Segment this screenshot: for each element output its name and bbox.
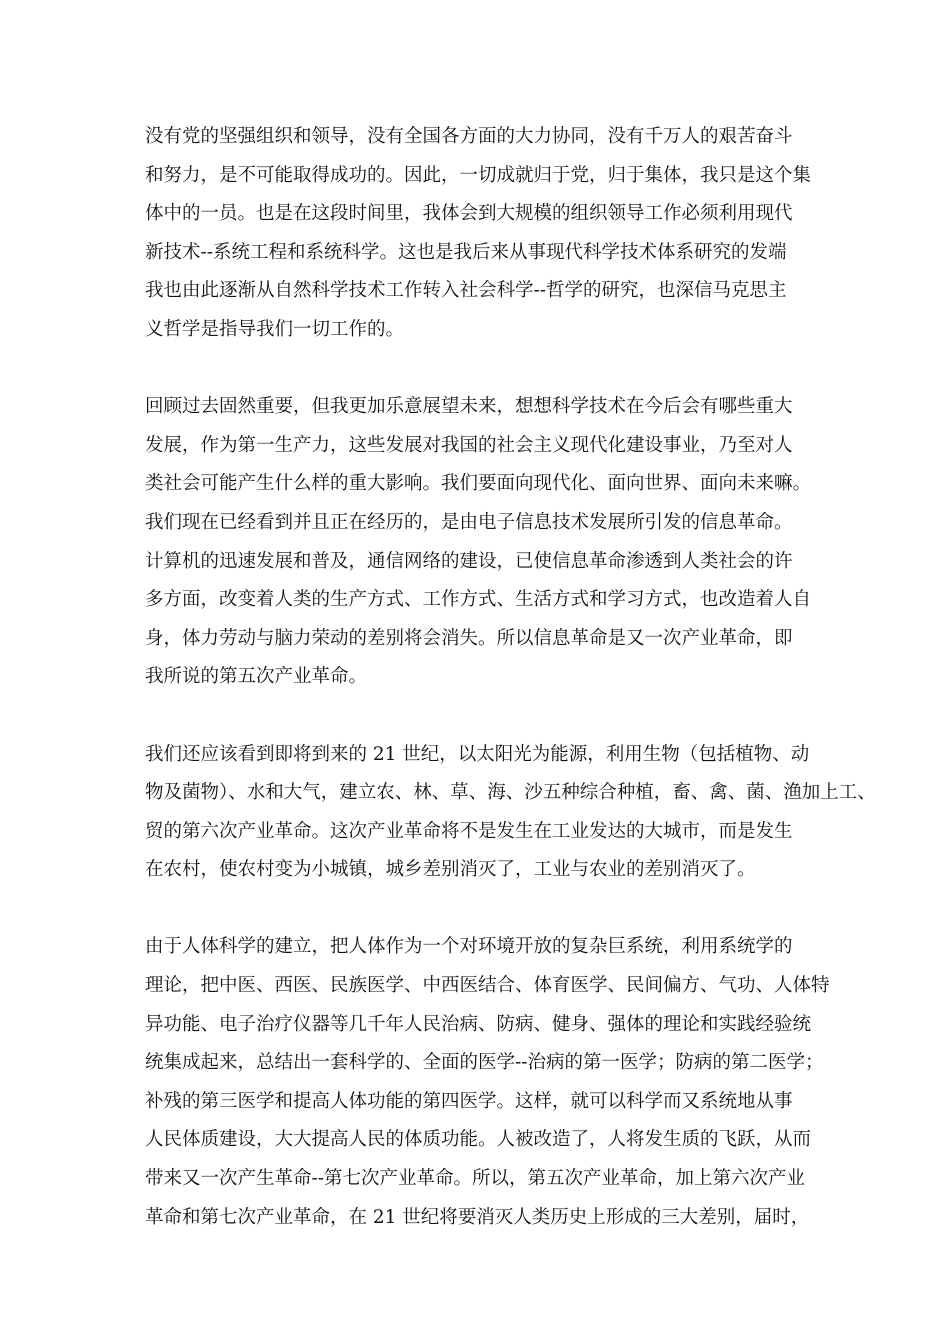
text-line: 我也由此逐渐从自然科学技术工作转入社会科学--哲学的研究，也深信马克思主 xyxy=(145,280,787,302)
paragraph xyxy=(145,388,815,697)
text-line: 和努力，是不可能取得成功的。因此，一切成就归于党，归于集体，我只是这个集 xyxy=(145,164,812,186)
text-line: 异功能、电子治疗仪器等几千年人民治病、防病、健身、强体的理论和实践经验统 xyxy=(145,1013,812,1035)
paragraph xyxy=(145,118,815,350)
text-line: 回顾过去固然重要，但我更加乐意展望未来，想想科学技术在今后会有哪些重大 xyxy=(145,396,793,418)
paragraph xyxy=(145,736,876,890)
text-line: 计算机的迅速发展和普及，通信网络的建设，已使信息革命渗透到人类社会的许 xyxy=(145,550,793,572)
text-line: 统集成起来，总结出一套科学的、全面的医学--治病的第一医学；防病的第二医学； xyxy=(145,1052,824,1074)
text-line: 人民体质建设，大大提高人民的体质功能。人被改造了，人将发生质的飞跃，从而 xyxy=(145,1129,812,1151)
text-line: 理论，把中医、西医、民族医学、中西医结合、体育医学、民间偏方、气功、人体特 xyxy=(145,975,830,997)
text-line: 身，体力劳动与脑力荣动的差别将会消失。所以信息革命是又一次产业革命，即 xyxy=(145,627,793,649)
document-body xyxy=(145,118,876,1276)
text-line: 体中的一员。也是在这段时间里，我体会到大规模的组织领导工作必须利用现代 xyxy=(145,203,793,225)
text-line: 新技术--系统工程和系统科学。这也是我后来从事现代科学技术体系研究的发端 xyxy=(145,241,787,263)
text-line: 由于人体科学的建立，把人体作为一个对环境开放的复杂巨系统，利用系统学的 xyxy=(145,936,793,958)
paragraph xyxy=(145,928,830,1237)
text-line: 我们还应该看到即将到来的 21 世纪，以太阳光为能源，利用生物（包括植物、动 xyxy=(145,743,810,765)
text-line: 义哲学是指导我们一切工作的。 xyxy=(145,318,405,340)
text-line: 在农村，使农村变为小城镇，城乡差别消灭了，工业与农业的差别消灭了。 xyxy=(145,859,756,881)
text-line: 没有党的坚强组织和领导，没有全国各方面的大力协同，没有千万人的艰苦奋斗 xyxy=(145,126,793,147)
text-line: 发展，作为第一生产力，这些发展对我国的社会主义现代化建设事业，乃至对人 xyxy=(145,434,793,456)
text-line: 贸的第六次产业革命。这次产业革命将不是发生在工业发达的大城市，而是发生 xyxy=(145,820,793,842)
text-line: 革命和第七次产业革命，在 21 世纪将要消灭人类历史上形成的三大差别，届时， xyxy=(145,1206,810,1228)
text-line: 类社会可能产生什么样的重大影响。我们要面向现代化、面向世界、面向未来嘛。 xyxy=(145,473,812,495)
text-line: 带来又一次产生革命--第七次产业革命。所以，第五次产业革命，加上第六次产业 xyxy=(145,1168,806,1190)
text-line: 我所说的第五次产业革命。 xyxy=(145,666,368,688)
text-line: 物及菌物）、水和大气，建立农、林、草、海、沙五种综合种植，畜、禽、菌、渔加上工、 xyxy=(145,782,876,804)
text-line: 多方面，改变着人类的生产方式、工作方式、生活方式和学习方式，也改造着人自 xyxy=(145,589,812,611)
text-line: 我们现在已经看到并且正在经历的，是由电子信息技术发展所引发的信息革命。 xyxy=(145,511,793,533)
text-line: 补残的第三医学和提高人体功能的第四医学。这样，就可以科学而又系统地从事 xyxy=(145,1090,793,1112)
